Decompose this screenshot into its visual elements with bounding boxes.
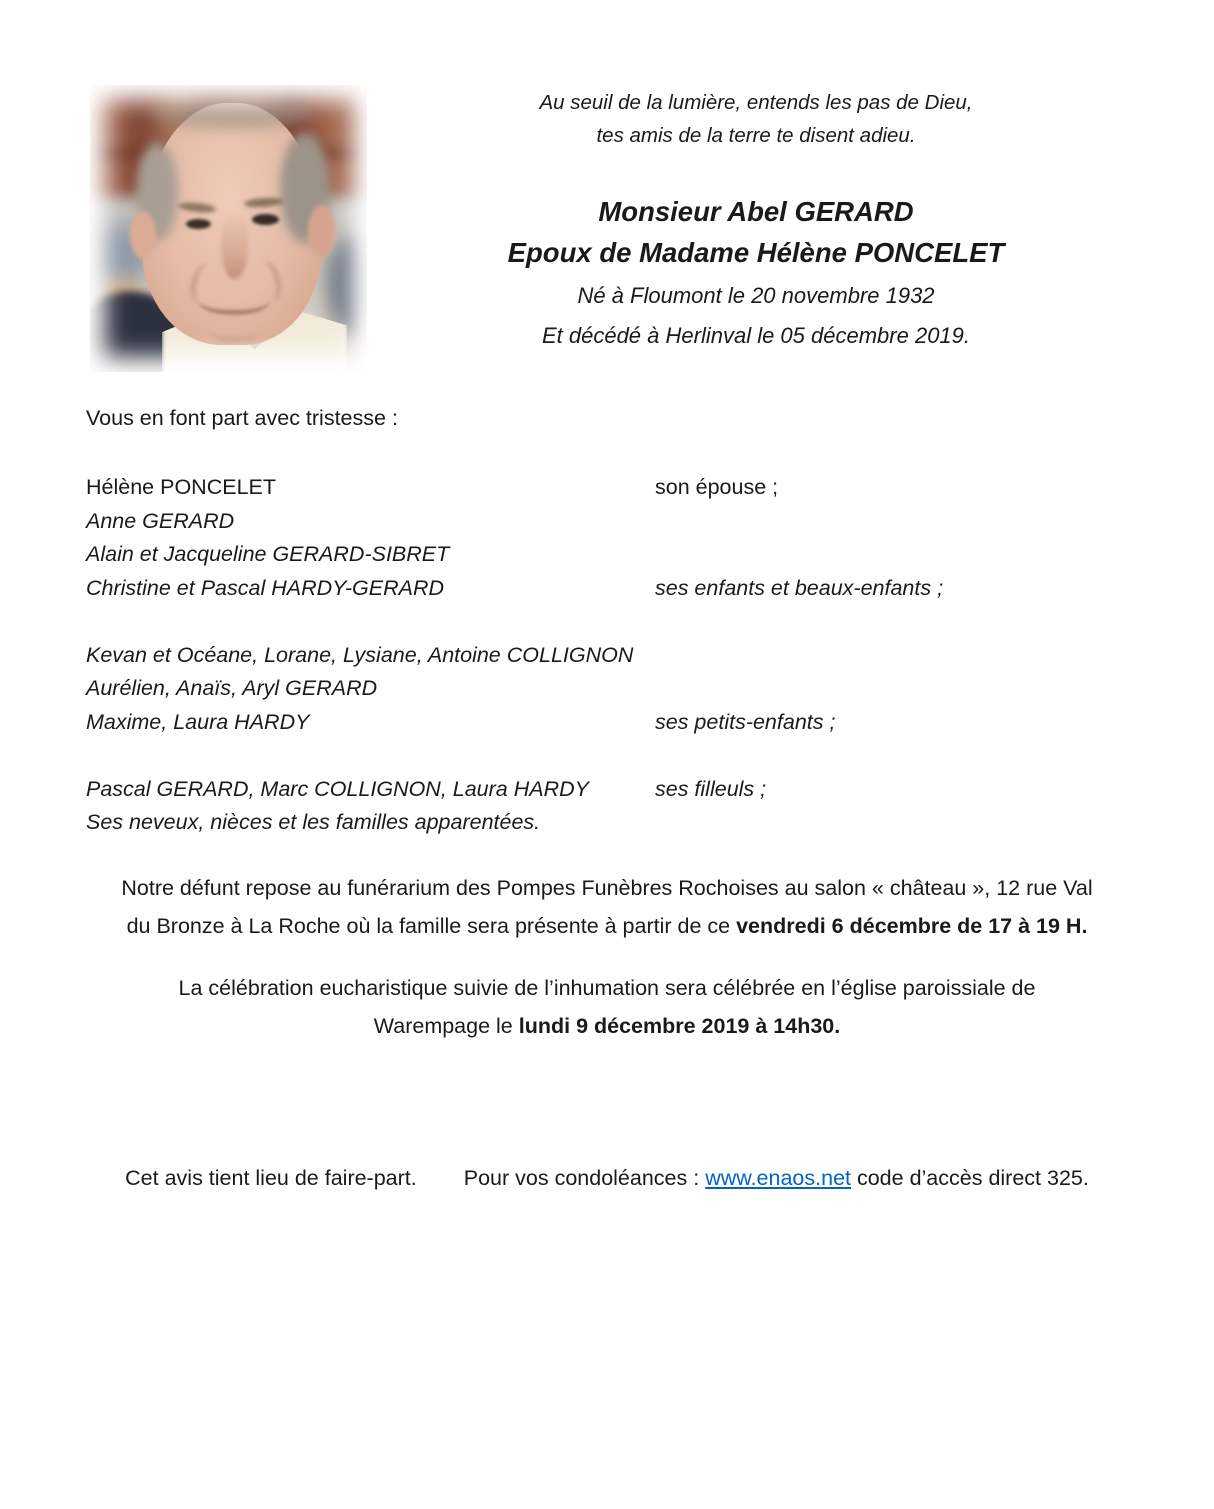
deceased-spouse-line: Epoux de Madame Hélène PONCELET bbox=[507, 237, 1005, 268]
ceremony-paragraph-line-1: La célébration eucharistique suivie de l’inhumation sera célébrée en l’église paroissiale de bbox=[178, 976, 1036, 1000]
wake-paragraph-line-2-regular: du Bronze à La Roche où la famille sera présente à partir de ce bbox=[126, 914, 737, 938]
header-block bbox=[372, 86, 1140, 353]
announcement-intro: Vous en font part avec tristesse : bbox=[86, 406, 398, 430]
photo-background-shadow bbox=[329, 235, 367, 335]
deceased-name: Monsieur Abel GERARD bbox=[598, 196, 914, 227]
deceased-birth-line: Né à Floumont le 20 novembre 1932 bbox=[577, 283, 935, 308]
photo-eye bbox=[186, 219, 211, 229]
deceased-death-line: Et décédé à Herlinval le 05 décembre 2019. bbox=[541, 323, 971, 348]
family-names: Christine et Pascal HARDY-GERARD bbox=[86, 575, 445, 600]
family-row bbox=[86, 505, 1136, 539]
photo-face bbox=[142, 103, 322, 345]
family-names: Pascal GERARD, Marc COLLIGNON, Laura HARDY bbox=[86, 776, 589, 801]
family-row bbox=[86, 706, 1136, 740]
photo-hair bbox=[152, 99, 312, 129]
epigraph-line-2: tes amis de la terre te disent adieu. bbox=[596, 124, 916, 147]
wake-paragraph-line-2 bbox=[44, 907, 1170, 945]
ceremony-date-bold: lundi 9 décembre 2019 à 14h30. bbox=[518, 1014, 841, 1038]
family-names: Alain et Jacqueline GERARD-SIBRET bbox=[86, 542, 450, 566]
photo-mouth bbox=[198, 287, 270, 315]
family-row bbox=[86, 538, 1136, 572]
condolences-prefix: Pour vos condoléances : bbox=[463, 1166, 706, 1190]
photo-canvas bbox=[90, 85, 367, 372]
deceased-photo bbox=[90, 85, 367, 372]
wake-paragraph bbox=[44, 869, 1170, 945]
photo-ear bbox=[308, 205, 336, 257]
photo-chin bbox=[210, 325, 258, 341]
photo-eye bbox=[252, 214, 279, 225]
condolences-link[interactable]: www.enaos.net bbox=[705, 1166, 851, 1190]
ceremony-paragraph bbox=[44, 969, 1170, 1045]
family-row bbox=[86, 672, 1136, 706]
family-names: Hélène PONCELET bbox=[86, 475, 276, 499]
wake-date-bold: vendredi 6 décembre de 17 à 19 H. bbox=[736, 914, 1088, 938]
ceremony-paragraph-line-2-regular: Warempage le bbox=[373, 1014, 519, 1038]
family-relation: ses filleuls ; bbox=[655, 776, 767, 801]
family-relation: ses enfants et beaux-enfants ; bbox=[655, 575, 944, 600]
family-relation: son épouse ; bbox=[655, 475, 779, 499]
family-names: Maxime, Laura HARDY bbox=[86, 709, 310, 734]
ceremony-paragraph-line-2 bbox=[44, 1007, 1170, 1045]
photo-ear bbox=[130, 211, 156, 259]
notice-text: Cet avis tient lieu de faire-part. bbox=[125, 1166, 417, 1190]
family-row bbox=[86, 471, 1136, 505]
photo-nose bbox=[221, 215, 248, 279]
condolences-suffix: code d’accès direct 325. bbox=[851, 1166, 1089, 1190]
family-names: Anne GERARD bbox=[86, 508, 235, 533]
epigraph-line-1: Au seuil de la lumière, entends les pas de Dieu, bbox=[539, 91, 973, 114]
family-row bbox=[86, 773, 1136, 807]
family-row bbox=[86, 639, 1136, 673]
family-relation: ses petits-enfants ; bbox=[655, 709, 836, 734]
footer-line bbox=[0, 1166, 1214, 1191]
family-row bbox=[86, 806, 1136, 840]
family-names: Kevan et Océane, Lorane, Lysiane, Antoine COLLIGNON bbox=[86, 642, 634, 667]
wake-paragraph-line-1: Notre défunt repose au funérarium des Pompes Funèbres Rochoises au salon « château », 12 rue Val bbox=[121, 876, 1093, 900]
family-group-spacer bbox=[86, 739, 1136, 773]
family-group-spacer bbox=[86, 605, 1136, 639]
family-list bbox=[86, 471, 1136, 840]
family-row bbox=[86, 572, 1136, 606]
family-names: Ses neveux, nièces et les familles apparentées. bbox=[86, 810, 541, 834]
family-names: Aurélien, Anaïs, Aryl GERARD bbox=[86, 676, 378, 700]
